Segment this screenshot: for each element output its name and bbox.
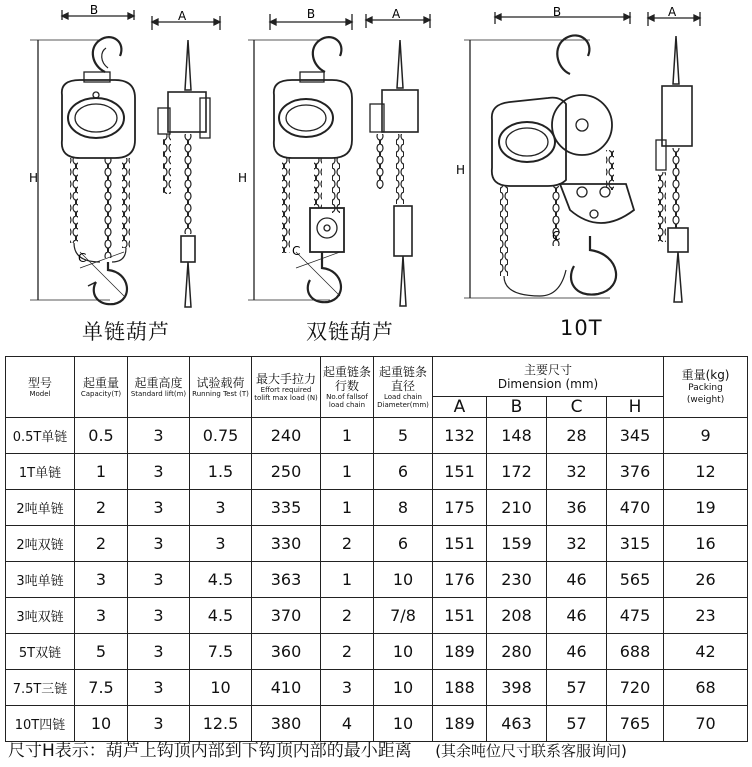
table-cell: 1 xyxy=(321,490,374,526)
header-dimension: 主要尺寸 Dimension (mm) xyxy=(433,357,664,397)
table-cell: 2 xyxy=(75,526,128,562)
double-chain-front-view xyxy=(248,14,352,302)
table-cell: 2 xyxy=(75,490,128,526)
header-model: 型号 Model xyxy=(6,357,75,418)
table-cell: 176 xyxy=(433,562,487,598)
table-cell: 410 xyxy=(252,670,321,706)
table-cell: 7.5 xyxy=(75,670,128,706)
ten-ton-front-view xyxy=(464,12,634,298)
table-cell: 3 xyxy=(128,634,190,670)
header-capacity: 起重量 Capacity(T) xyxy=(75,357,128,418)
header-weight: 重量(kg) Packing (weight) xyxy=(664,357,748,418)
table-cell: 28 xyxy=(547,418,607,454)
table-cell: 398 xyxy=(487,670,547,706)
table-cell: 4 xyxy=(321,706,374,742)
label-a-3: A xyxy=(668,5,677,19)
table-cell: 3 xyxy=(128,526,190,562)
table-cell: 4.5 xyxy=(190,562,252,598)
label-c-1: C xyxy=(78,251,87,265)
header-dim-b: B xyxy=(487,397,547,418)
table-cell: 463 xyxy=(487,706,547,742)
table-cell: 370 xyxy=(252,598,321,634)
footnote xyxy=(8,736,748,761)
table-cell: 240 xyxy=(252,418,321,454)
model-cell: 2吨双链 xyxy=(6,526,75,562)
label-b-2: B xyxy=(306,7,316,21)
table-cell: 23 xyxy=(664,598,748,634)
table-cell: 188 xyxy=(433,670,487,706)
hoist-diagrams xyxy=(0,0,752,356)
caption-double-chain: 双链葫芦 xyxy=(306,320,394,344)
table-cell: 2 xyxy=(321,634,374,670)
table-cell: 3 xyxy=(128,598,190,634)
header-effort: 最大手拉力 Effort required tolift max load (N) xyxy=(252,357,321,418)
table-cell: 3 xyxy=(128,670,190,706)
table-cell: 16 xyxy=(664,526,748,562)
table-cell: 9 xyxy=(664,418,748,454)
model-cell: 7.5T三链 xyxy=(6,670,75,706)
label-h-3: H xyxy=(456,163,466,177)
model-cell: 3吨双链 xyxy=(6,598,75,634)
caption-single-chain: 单链葫芦 xyxy=(82,320,170,344)
table-cell: 765 xyxy=(607,706,664,742)
label-a-2: A xyxy=(392,7,401,21)
table-cell: 360 xyxy=(252,634,321,670)
table-cell: 5 xyxy=(75,634,128,670)
model-cell: 2吨单链 xyxy=(6,490,75,526)
table-cell: 3 xyxy=(128,562,190,598)
table-cell: 1 xyxy=(321,562,374,598)
table-cell: 2 xyxy=(321,598,374,634)
table-cell: 1 xyxy=(75,454,128,490)
table-cell: 363 xyxy=(252,562,321,598)
table-cell: 172 xyxy=(487,454,547,490)
table-cell: 10 xyxy=(374,562,433,598)
table-cell: 330 xyxy=(252,526,321,562)
table-cell: 32 xyxy=(547,526,607,562)
model-cell: 1T单链 xyxy=(6,454,75,490)
table-cell: 3 xyxy=(190,526,252,562)
table-row xyxy=(6,634,748,670)
table-cell: 151 xyxy=(433,598,487,634)
table-cell: 57 xyxy=(547,670,607,706)
table-row xyxy=(6,418,748,454)
table-row xyxy=(6,526,748,562)
table-cell: 1 xyxy=(321,454,374,490)
table-cell: 315 xyxy=(607,526,664,562)
spec-table xyxy=(5,356,748,742)
header-chain-diameter: 起重链条 直径 Load chain Diameter(mm) xyxy=(374,357,433,418)
table-cell: 10 xyxy=(374,706,433,742)
table-cell: 7/8 xyxy=(374,598,433,634)
table-cell: 5 xyxy=(374,418,433,454)
table-cell: 159 xyxy=(487,526,547,562)
table-cell: 70 xyxy=(664,706,748,742)
header-test-load: 试验载荷 Running Test (T) xyxy=(190,357,252,418)
table-cell: 720 xyxy=(607,670,664,706)
table-cell: 36 xyxy=(547,490,607,526)
table-cell: 250 xyxy=(252,454,321,490)
table-cell: 10 xyxy=(75,706,128,742)
table-cell: 46 xyxy=(547,634,607,670)
table-cell: 10 xyxy=(374,634,433,670)
caption-ten-ton: 10T xyxy=(560,316,603,340)
table-cell: 6 xyxy=(374,454,433,490)
label-b-1: B xyxy=(89,3,99,17)
table-cell: 12.5 xyxy=(190,706,252,742)
table-cell: 0.75 xyxy=(190,418,252,454)
table-cell: 3 xyxy=(75,562,128,598)
label-c-2: C xyxy=(292,244,301,258)
table-row xyxy=(6,490,748,526)
table-cell: 3 xyxy=(190,490,252,526)
header-lift: 起重高度 Standard lift(m) xyxy=(128,357,190,418)
table-cell: 26 xyxy=(664,562,748,598)
table-cell: 210 xyxy=(487,490,547,526)
footnote-note: (其余吨位尺寸联系客服询问) xyxy=(435,742,627,760)
table-cell: 175 xyxy=(433,490,487,526)
table-cell: 68 xyxy=(664,670,748,706)
model-cell: 5T双链 xyxy=(6,634,75,670)
table-cell: 376 xyxy=(607,454,664,490)
table-cell: 12 xyxy=(664,454,748,490)
table-cell: 3 xyxy=(128,418,190,454)
header-dim-a: A xyxy=(433,397,487,418)
label-h-2: H xyxy=(238,171,248,185)
table-cell: 7.5 xyxy=(190,634,252,670)
single-chain-side-view xyxy=(152,16,220,307)
table-cell: 208 xyxy=(487,598,547,634)
label-b-3: B xyxy=(552,5,562,19)
model-cell: 10T四链 xyxy=(6,706,75,742)
ten-ton-side-view xyxy=(648,12,700,302)
label-a-1: A xyxy=(178,9,187,23)
table-cell: 151 xyxy=(433,526,487,562)
header-falls: 起重链条 行数 No.of fallsof load chain xyxy=(321,357,374,418)
table-cell: 32 xyxy=(547,454,607,490)
table-cell: 475 xyxy=(607,598,664,634)
table-cell: 132 xyxy=(433,418,487,454)
table-cell: 57 xyxy=(547,706,607,742)
table-cell: 148 xyxy=(487,418,547,454)
header-dim-h: H xyxy=(607,397,664,418)
model-cell: 0.5T单链 xyxy=(6,418,75,454)
double-chain-side-view xyxy=(366,14,430,306)
table-cell: 1 xyxy=(321,418,374,454)
footnote-main: 尺寸H表示：葫芦上钩顶内部到下钩顶内部的最小距离 xyxy=(8,741,412,761)
table-cell: 10 xyxy=(190,670,252,706)
table-cell: 565 xyxy=(607,562,664,598)
table-cell: 3 xyxy=(321,670,374,706)
label-c-3: C xyxy=(552,229,561,243)
table-cell: 345 xyxy=(607,418,664,454)
table-row xyxy=(6,598,748,634)
table-cell: 3 xyxy=(128,706,190,742)
table-cell: 10 xyxy=(374,670,433,706)
table-cell: 230 xyxy=(487,562,547,598)
table-cell: 1.5 xyxy=(190,454,252,490)
table-cell: 46 xyxy=(547,598,607,634)
table-cell: 151 xyxy=(433,454,487,490)
table-cell: 380 xyxy=(252,706,321,742)
table-cell: 42 xyxy=(664,634,748,670)
table-cell: 335 xyxy=(252,490,321,526)
table-cell: 3 xyxy=(128,454,190,490)
model-cell: 3吨单链 xyxy=(6,562,75,598)
table-cell: 6 xyxy=(374,526,433,562)
table-cell: 189 xyxy=(433,706,487,742)
table-cell: 280 xyxy=(487,634,547,670)
table-cell: 19 xyxy=(664,490,748,526)
table-cell: 0.5 xyxy=(75,418,128,454)
table-cell: 4.5 xyxy=(190,598,252,634)
table-cell: 3 xyxy=(75,598,128,634)
label-h-1: H xyxy=(29,171,39,185)
table-body xyxy=(6,418,748,742)
table-cell: 688 xyxy=(607,634,664,670)
table-cell: 470 xyxy=(607,490,664,526)
table-cell: 189 xyxy=(433,634,487,670)
table-cell: 8 xyxy=(374,490,433,526)
table-row xyxy=(6,454,748,490)
table-cell: 2 xyxy=(321,526,374,562)
header-dim-c: C xyxy=(547,397,607,418)
table-row xyxy=(6,562,748,598)
table-row xyxy=(6,670,748,706)
table-cell: 3 xyxy=(128,490,190,526)
table-cell: 46 xyxy=(547,562,607,598)
